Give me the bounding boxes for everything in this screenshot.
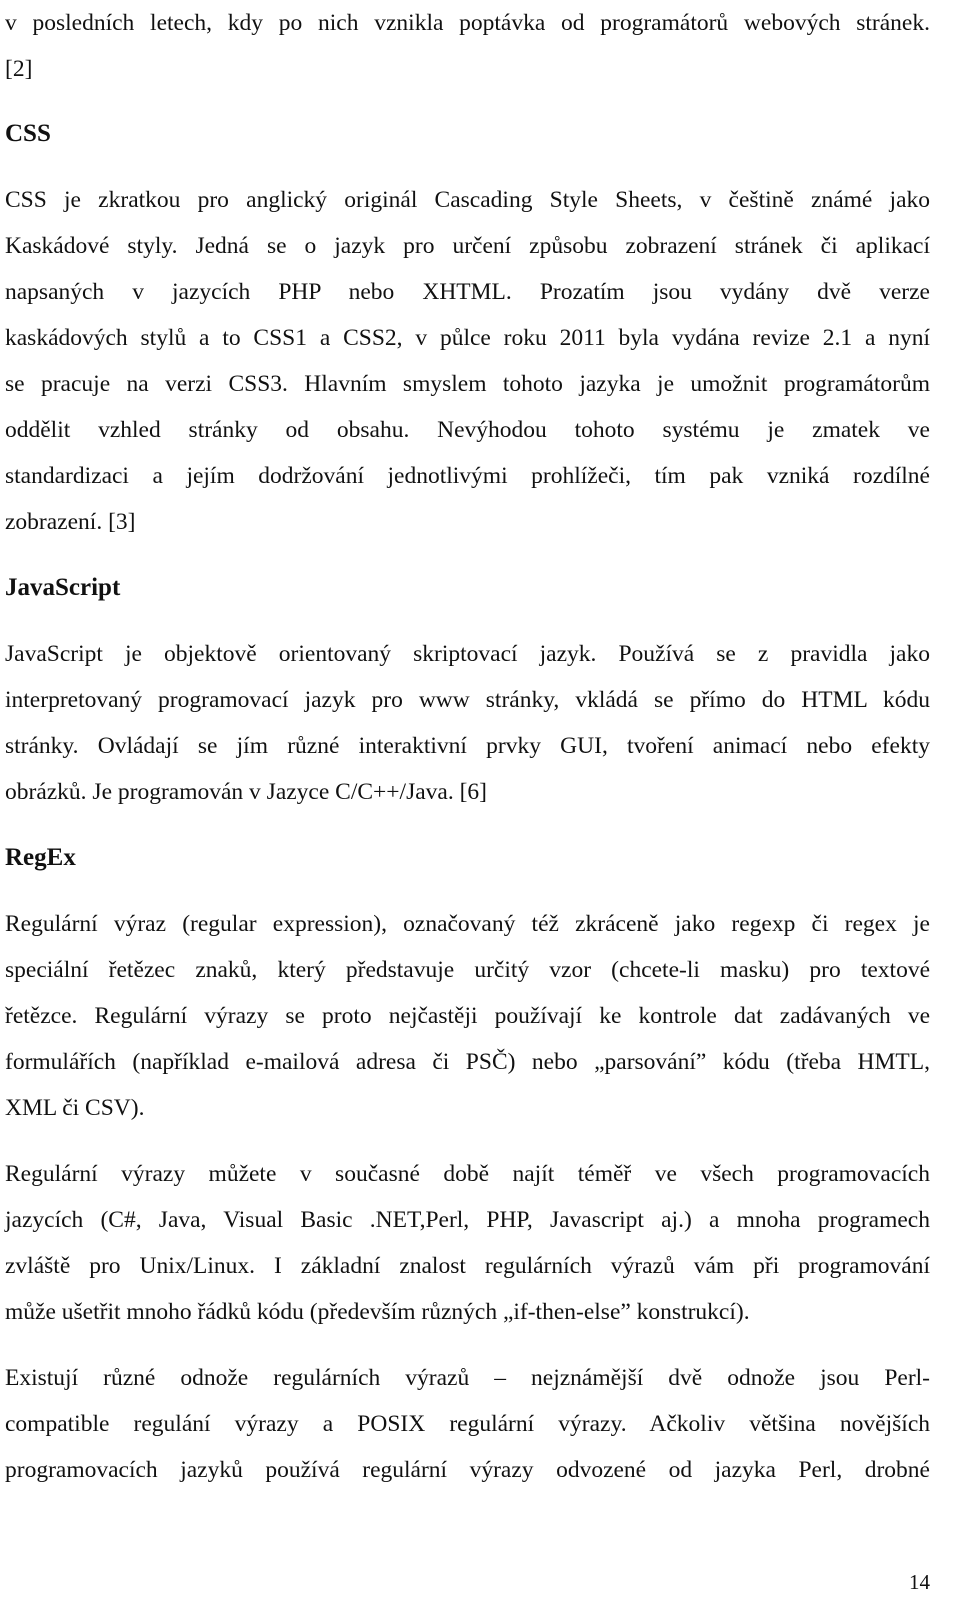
javascript-paragraph	[5, 631, 930, 815]
regex-heading: RegEx	[5, 844, 76, 871]
css-line-7: standardizaci a jejím dodržování jednotlivými prohlížeči, tím pak vzniká rozdílné	[5, 463, 930, 489]
js-line-3: stránky. Ovládají se jím různé interaktivní prvky GUI, tvoření animací nebo efekty	[5, 733, 930, 759]
css-line-4: kaskádových stylů a to CSS1 a CSS2, v půlce roku 2011 byla vydána revize 2.1 a nyní	[5, 325, 930, 351]
js-line-2: interpretovaný programovací jazyk pro www stránky, vkládá se přímo do HTML kódu	[5, 687, 930, 713]
js-line-1: JavaScript je objektově orientovaný skriptovací jazyk. Používá se z pravidla jako	[5, 641, 930, 667]
css-line-1: CSS je zkratkou pro anglický originál Cascading Style Sheets, v češtině známé jako	[5, 187, 930, 213]
regex-p2-line-3: zvláště pro Unix/Linux. I základní znalost regulárních výrazů vám při programování	[5, 1253, 930, 1279]
js-line-4: obrázků. Je programován v Jazyce C/C++/Java. [6]	[5, 779, 487, 805]
regex-paragraph-1	[5, 901, 930, 1131]
css-line-2: Kaskádové styly. Jedná se o jazyk pro určení způsobu zobrazení stránek či aplikací	[5, 233, 930, 259]
intro-line-2: [2]	[5, 56, 33, 82]
regex-p3-line-3: programovacích jazyků používá regulární výrazy odvozené od jazyka Perl, drobné	[5, 1457, 930, 1483]
regex-p2-line-4: může ušetřit mnoho řádků kódu (především různých „if-then-else” konstrukcí).	[5, 1299, 750, 1325]
regex-p3-line-1: Existují různé odnože regulárních výrazů – nejznámější dvě odnože jsou Perl-	[5, 1365, 930, 1391]
regex-paragraph-3	[5, 1355, 930, 1493]
css-heading: CSS	[5, 120, 51, 147]
regex-p1-line-2: speciální řetězec znaků, který představuje určitý vzor (chcete-li masku) pro textové	[5, 957, 930, 983]
css-line-8: zobrazení. [3]	[5, 509, 136, 535]
document-page	[5, 0, 930, 1493]
regex-p2-line-1: Regulární výrazy můžete v současné době najít téměř ve všech programovacích	[5, 1161, 930, 1187]
regex-p2-line-2: jazycích (C#, Java, Visual Basic .NET,Perl, PHP, Javascript aj.) a mnoha programech	[5, 1207, 930, 1233]
page-number: 14	[909, 1570, 930, 1594]
css-paragraph	[5, 177, 930, 545]
regex-p3-line-2: compatible regulání výrazy a POSIX regulární výrazy. Ačkoliv většina novějších	[5, 1411, 930, 1437]
javascript-heading: JavaScript	[5, 574, 121, 601]
intro-line-1: v posledních letech, kdy po nich vznikla poptávka od programátorů webových stránek.	[5, 10, 930, 36]
regex-p1-line-5: XML či CSV).	[5, 1095, 145, 1121]
css-line-3: napsaných v jazycích PHP nebo XHTML. Prozatím jsou vydány dvě verze	[5, 279, 930, 305]
css-line-5: se pracuje na verzi CSS3. Hlavním smyslem tohoto jazyka je umožnit programátorům	[5, 371, 930, 397]
regex-paragraph-2	[5, 1151, 930, 1335]
regex-p1-line-4: formulářích (například e-mailová adresa či PSČ) nebo „parsování” kódu (třeba HMTL,	[5, 1049, 930, 1075]
regex-p1-line-1: Regulární výraz (regular expression), označovaný též zkráceně jako regexp či regex je	[5, 911, 930, 937]
css-line-6: oddělit vzhled stránky od obsahu. Nevýhodou tohoto systému je zmatek ve	[5, 417, 930, 443]
regex-p1-line-3: řetězce. Regulární výrazy se proto nejčastěji používají ke kontrole dat zadávaných ve	[5, 1003, 930, 1029]
